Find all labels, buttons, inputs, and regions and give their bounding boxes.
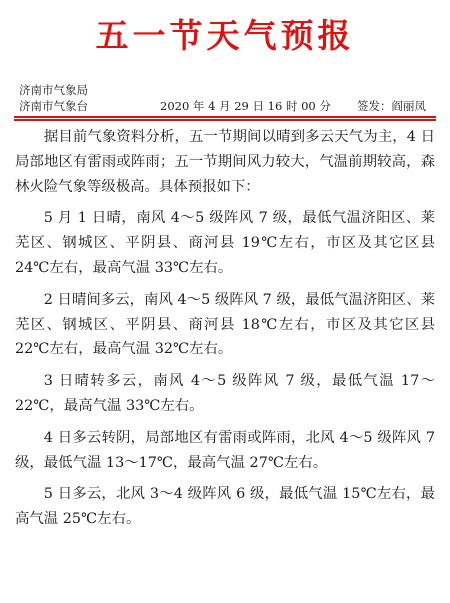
forecast-day-5: 5 日多云，北风 3～4 级阵风 6 级，最低气温 15℃左右，最高气温 25℃左右。 — [15, 486, 435, 528]
forecast-day-3: 3 日晴转多云，南风 4～5 级阵风 7 级，最低气温 17～22℃，最高气温 33℃左右。 — [15, 373, 435, 414]
forecast-day-2: 2 日晴间多云，南风 4～5 级阵风 7 级，最低气温济阳区、莱芜区、钢城区、平阴县、商河县 18℃左右，市区及其它区县 22℃左右，最高气温 32℃左右。 — [15, 291, 435, 358]
issuing-bureau: 济南市气象局 — [19, 83, 88, 97]
issuing-observatory: 济南市气象台 — [19, 99, 88, 113]
header-divider-top — [14, 116, 436, 118]
forecast-day-4: 4 日多云转阴，局部地区有雷雨或阵雨，北风 4～5 级阵风 7 级，最低气温 13～17℃，最高气温 27℃左右。 — [15, 429, 435, 471]
issuer: 签发：阎丽凤 — [357, 99, 426, 113]
intro-paragraph: 据目前气象资料分析，五一节期间以晴到多云天气为主，4 日局部地区有雷雨或阵雨；五一节期间风力较大，气温前期较高，森林火险气象等级极高。具体预报如下： — [15, 129, 435, 195]
document-title: 五一节天气预报 — [95, 16, 355, 55]
forecast-day-1: 5 月 1 日晴，南风 4～5 级阵风 7 级，最低气温济阳区、莱芜区、钢城区、平阴县、商河县 19℃左右，市区及其它区县 24℃左右，最高气温 33℃左右。 — [15, 210, 435, 276]
forecast-body — [15, 125, 435, 539]
header-divider-bottom — [14, 119, 436, 121]
issue-date: 2020 年 4 月 29 日 16 时 00 分 — [160, 99, 331, 113]
